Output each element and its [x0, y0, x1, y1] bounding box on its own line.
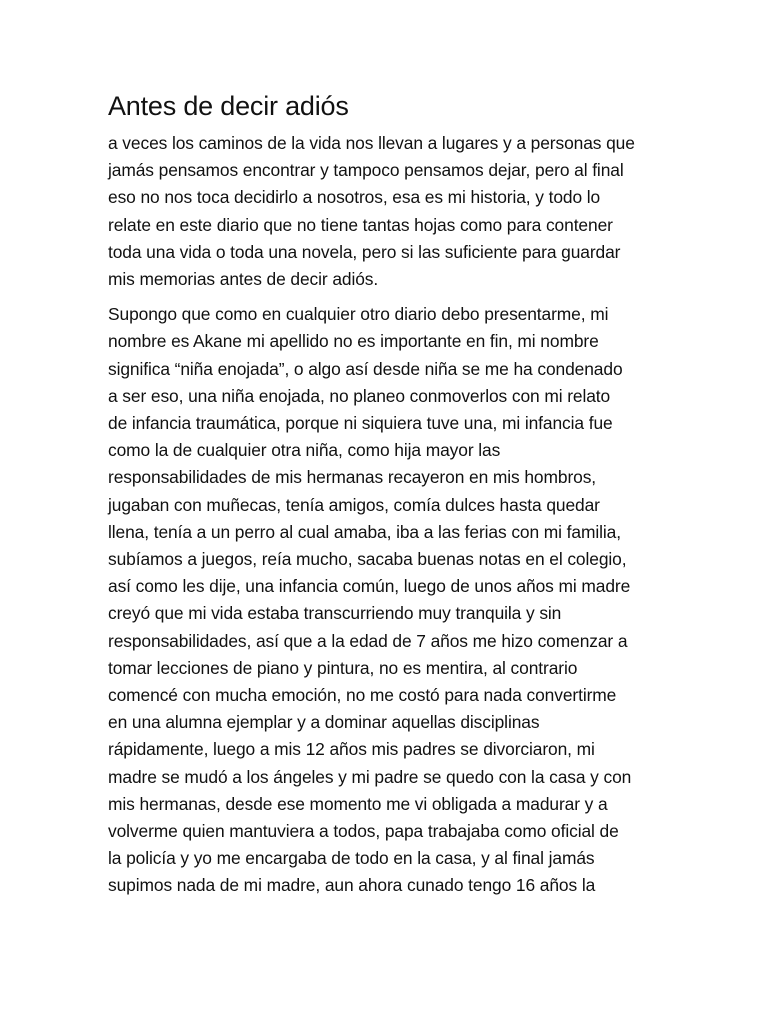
text-line: toda una vida o toda una novela, pero si las suficiente para guardar: [108, 241, 621, 262]
text-line: la policía y yo me encargaba de todo en la casa, y al final jamás: [108, 848, 595, 869]
text-line: creyó que mi vida estaba transcurriendo muy tranquila y sin: [108, 603, 562, 624]
text-line: supimos nada de mi madre, aun ahora cunado tengo 16 años la: [108, 875, 596, 896]
text-line: a veces los caminos de la vida nos llevan a lugares y a personas que: [108, 133, 635, 153]
paragraph-1: [108, 130, 668, 293]
text-line: llena, tenía a un perro al cual amaba, iba a las ferias con mi familia,: [108, 521, 621, 542]
paragraph-2: [108, 301, 668, 899]
text-line: como la de cualquier otra niña, como hija mayor las: [108, 440, 501, 461]
text-line: Supongo que como en cualquier otro diario debo presentarme, mi: [108, 304, 609, 325]
text-line: mis memorias antes de decir adiós.: [108, 269, 379, 290]
text-line: en una alumna ejemplar y a dominar aquellas disciplinas: [108, 712, 540, 733]
text-line: volverme quien mantuviera a todos, papa trabajaba como oficial de: [108, 821, 619, 842]
text-line: madre se mudó a los ángeles y mi padre se quedo con la casa y con: [108, 766, 632, 787]
text-line: nombre es Akane mi apellido no es importante en fin, mi nombre: [108, 331, 599, 352]
text-line: rápidamente, luego a mis 12 años mis padres se divorciaron, mi: [108, 739, 595, 760]
document-title: Antes de decir adiós: [108, 91, 349, 121]
text-line: comencé con mucha emoción, no me costó para nada convertirme: [108, 685, 617, 706]
text-line: subíamos a juegos, reía mucho, sacaba buenas notas en el colegio,: [108, 549, 627, 570]
text-line: responsabilidades de mis hermanas recayeron en mis hombros,: [108, 467, 597, 488]
text-line: de infancia traumática, porque ni siquiera tuve una, mi infancia fue: [108, 413, 613, 434]
text-line: así como les dije, una infancia común, luego de unos años mi madre: [108, 576, 631, 597]
text-line: responsabilidades, así que a la edad de 7 años me hizo comenzar a: [108, 630, 628, 651]
text-line: eso no nos toca decidirlo a nosotros, esa es mi historia, y todo lo: [108, 187, 601, 208]
text-line: relate en este diario que no tiene tantas hojas como para contener: [108, 214, 613, 235]
text-line: significa “niña enojada”, o algo así desde niña se me ha condenado: [108, 358, 623, 379]
text-line: mis hermanas, desde ese momento me vi obligada a madurar y a: [108, 793, 608, 814]
text-line: a ser eso, una niña enojada, no planeo conmoverlos con mi relato: [108, 385, 611, 406]
text-line: tomar lecciones de piano y pintura, no es mentira, al contrario: [108, 657, 578, 678]
text-line: jamás pensamos encontrar y tampoco pensamos dejar, pero al final: [108, 160, 624, 181]
text-line: jugaban con muñecas, tenía amigos, comía dulces hasta quedar: [108, 494, 600, 515]
document-page: [108, 88, 668, 908]
